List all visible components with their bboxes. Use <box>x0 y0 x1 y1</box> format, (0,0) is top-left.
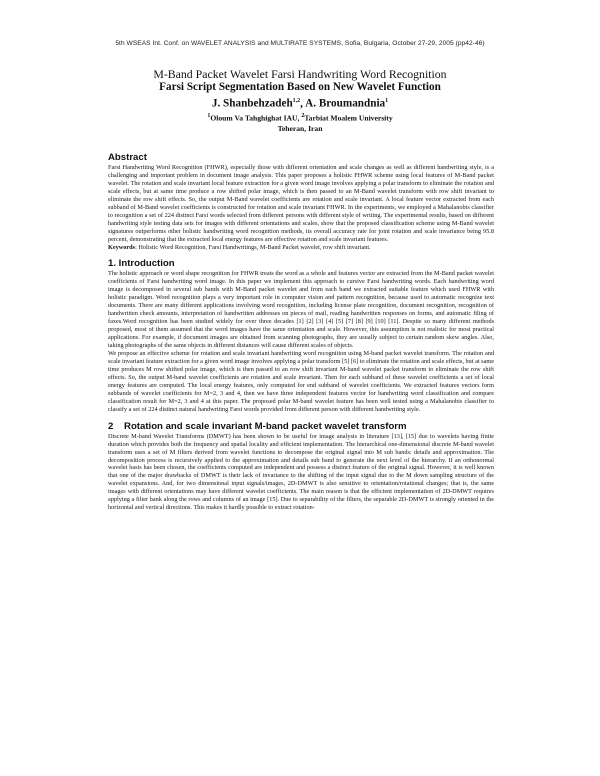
paper-body <box>108 152 494 512</box>
section-heading-rotation-scale <box>108 421 494 433</box>
author-affiliation-mark: 1 <box>385 98 389 104</box>
paper-title-line2: Farsi Script Segmentation Based on New Wavelet Function <box>159 81 441 93</box>
keywords-label: Keywords <box>108 243 136 251</box>
affiliation-city: Teheran, Iran <box>277 124 323 134</box>
keywords-text: : Holistic Word Recognition, Farsi Handwritings, M-Band Packet wavelet, row shift invariant. <box>135 243 371 251</box>
author-name: A. Broumandnia <box>305 97 386 110</box>
author-list <box>0 94 600 111</box>
abstract-text: Farsi Handwriting Word Recognition (FHWR), especially those with different orientation and scale changes as well as different handwriting style, is a challenging and important problem in document image analysis. This paper proposes a holistic FHWR scheme using local features of M-Band packet wavelet. The rotation and scale invariant local feature extraction for a given word image involves applying a polar transform to eliminate the rotation and scale effects, but at same time produce a row shifted polar image, which is then passed to an M-Band wavelet transform with row shift invariant to eliminate the row shift effects. So, the output M-Band wavelet coefficients are rotation and scale invariant. A local feature vector extracted from each subband of M-Band wavelet coefficients is constructed for rotation and scale invariant FHWR. In the experiments, we employed a Mahalanobis classifier to recognition a set of 224 distinct Farsi words selected from different persons with different style of writing. The experimental results, based on different handwriting style testing data sets for images with different orientations and scales, show that the proposed classification scheme using M-Band wavelet signatures outperforms other holistic handwriting word recognition methods, its overall accuracy rate for joint rotation and scale invariance being 95.8 percent, demonstrating that the extracted local energy features are effective rotation and scale invariant features. <box>108 164 494 243</box>
affiliation-org: Tarbiat Moalem University <box>304 113 393 123</box>
abstract-heading: Abstract <box>108 152 147 163</box>
section-heading-introduction: 1. Introduction <box>108 258 175 270</box>
section-title: Rotation and scale invariant M-band packet wavelet transform <box>124 420 407 432</box>
intro-paragraph-1: The holistic approach or word shape recognition for FHWR treats the word as a whole and features vector are extracted from the M-Band packet wavelet coefficients of Farsi handwriting word image. In this paper we implement this approach to cursive Farsi handwriting words. Each handwriting word image is decomposed in several sub bands with M-Band packet wavelet and from each band we extracted suitable feature which used FHWR with holistic paradigm. Word recognition plays a very important role in computer vision and pattern recognition, because used to automatic recognize text documents. There are many different applications involving word recognition, including license plate recognition, document recognition, recognition of handwritten check amounts, interpretation of handwritten addresses on pieces of mail, reading handwritten responses on forms, and automatic filing of faxes.Word recognition has been studied widely for over three decades [1] [2] [3] [4] [5] [7] [8] [9] [10] [11]. Despite so many different methods proposed, most of them assumed that the word images have the same orientation and scale. However, this assumption is not realistic for most practical applications. For example, if document images are obtained from scanning photographs, they are usually subject to certain random skew angles. Also, taking photographs of the same objects in different distances will cause different scales of objects. <box>108 270 494 350</box>
running-head: 5th WSEAS Int. Conf. on WAVELET ANALYSIS and MULTIRATE SYSTEMS, Sofia, Bulgaria, October 27-29, 2005 (pp42-46) <box>115 40 485 47</box>
section-number: 2 <box>108 420 114 432</box>
author-affiliation-mark: 1,2 <box>292 98 301 104</box>
section2-paragraph-1: Discrete M-band Wavelet Transforms (DMWT) has been shown to be useful for image analysis in literature [13], [15] due to wavelets having finite duration which provides both the frequency and spatial locality and efficient implementation. The hierarchical one-dimensional discrete M-band wavelet transform uses a set of M filters derived from wavelet functions to decompose the original signal into M sub bands: details and approximation. The decomposition process is recursively applied to the approximation and details sub band to generate the next level of the hierarchy. If an orthonormal wavelet basis has been chosen, the coefficients computed are independent and possess a distinct feature of the original signal. However, it is well known that one of the major drawbacks of DMWT is their lack of invariance to the shifting of the input signal due to the M down sampling structure of the wavelet expansions. And, for two dimensional input signals/images, 2D-DMWT is also sensitive to orientation/rotational changes; that is, the same images with different orientations may have different wavelet coefficients. The main reason is that the efficient implementation of 2D-DMWT requires applying a filter bank along the rows and columns of an image [15]. Due to separability of the filters, the separable 2D-DMWT is strongly oriented in the horizontal and vertical directions. This makes it hardly possible to extract rotation- <box>108 432 494 512</box>
affiliation-line <box>0 111 600 124</box>
author-name: J. Shanbehzadeh <box>211 97 293 110</box>
title-block <box>0 67 600 134</box>
paper-title-line1: M-Band Packet Wavelet Farsi Handwriting Word Recognition <box>153 67 447 81</box>
author-separator: , <box>300 97 306 110</box>
affiliation-org: Oloum Va Tahghighat IAU, <box>210 113 302 123</box>
affiliation-mark: 1 <box>207 112 211 119</box>
affiliation-mark: 2 <box>301 112 305 119</box>
intro-paragraph-2: We propose an effective scheme for rotation and scale invariant handwriting word recognition using M-band packet wavelet transform. The rotation and scale invariant feature extraction for a given word image involves applying a polar transform [5] [6] to eliminate the rotation and scale effects, but at same time produces M row shifted polar image, which is then passed to an row shift invariant M-band wavelet packet transform to eliminate the row shift effects. So, the output M-band wavelet coefficients are rotation and scale invariant. Then for each subband of these wavelet coefficients a set of local energy features are computed. The local energy features, only computed for end subband of wavelet coefficients. We extracted features vectors form subbands of wavelet coefficients for M=2, 3 and 4, then we have three independent features vector for handwriting word classification and compare classification result for M=2, 3 and 4 at this paper. The proposed polar M-band wavelet feature has been well tested using a Mahalanobis classifier to classify a set of 224 distinct natural handwriting Farsi words provided from different person with different handwriting style. <box>108 350 494 413</box>
keywords-line <box>108 244 494 252</box>
